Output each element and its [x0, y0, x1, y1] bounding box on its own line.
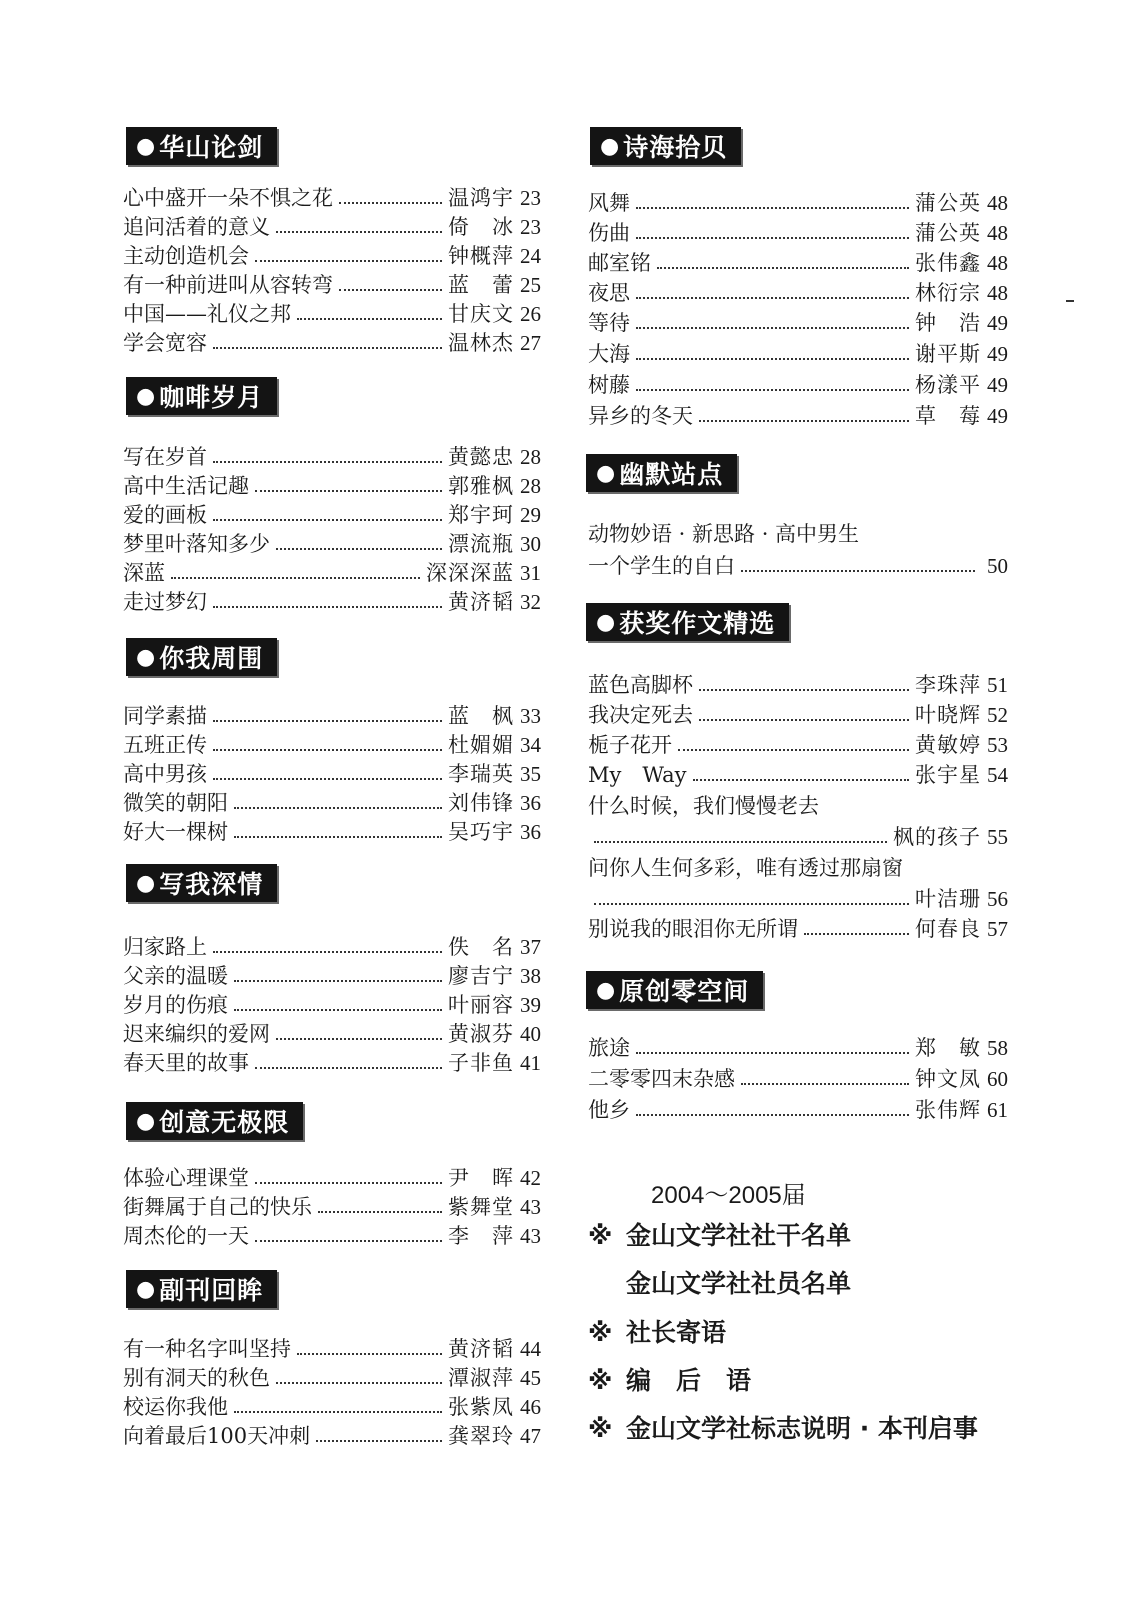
appendix-text: 社长寄语	[626, 1318, 727, 1347]
entry-page: 28	[520, 474, 541, 498]
entry-title: 等待	[588, 311, 630, 335]
entry-author: 张宇星	[915, 763, 981, 787]
section-header-supplement	[126, 1270, 277, 1308]
entry-title: 学会宽容	[123, 331, 207, 355]
entry-title: 追问活着的意义	[123, 215, 270, 239]
entry-page: 45	[520, 1366, 541, 1390]
entry-author: 张伟辉	[915, 1098, 981, 1122]
toc-entry[interactable]	[123, 1393, 541, 1421]
toc-entry[interactable]	[588, 1065, 1008, 1093]
entry-author: 温林杰	[448, 331, 514, 355]
entry-title: 向着最后100天冲刺	[123, 1424, 311, 1448]
entry-author: 张紫凤	[448, 1395, 514, 1419]
entry-title: 主动创造机会	[123, 244, 249, 268]
section-header-huashan	[126, 127, 277, 165]
section-header-humor	[586, 454, 737, 492]
section-title: 副刊回眸	[159, 1276, 264, 1305]
leader-dots	[234, 980, 442, 982]
toc-entry[interactable]	[123, 588, 541, 616]
entry-title[interactable]: 什么时候，我们慢慢老去	[588, 794, 819, 818]
entry-author: 尹 晖	[448, 1166, 514, 1190]
leader-dots	[171, 577, 420, 579]
entry-title: 栀子花开	[588, 733, 672, 757]
entry-title: 迟来编织的爱网	[123, 1022, 270, 1046]
entry-page: 53	[987, 733, 1008, 757]
toc-entry[interactable]	[123, 242, 541, 270]
reference-mark-icon: ※	[588, 1318, 613, 1347]
leader-dots	[741, 570, 975, 572]
toc-entry[interactable]	[588, 915, 1008, 943]
entry-author: 蓝 枫	[448, 704, 514, 728]
appendix-text: 编 后 语	[626, 1366, 752, 1395]
entry-page: 56	[987, 887, 1008, 911]
section-title: 写我深情	[159, 870, 264, 899]
bullet-icon: ●	[136, 1108, 157, 1134]
entry-title: 好大一棵树	[123, 820, 228, 844]
bullet-icon: ●	[136, 1276, 157, 1302]
entry-author: 钟 浩	[915, 311, 981, 335]
entry-page: 55	[987, 825, 1008, 849]
toc-entry[interactable]	[123, 530, 541, 558]
toc-entry[interactable]	[588, 671, 1008, 699]
appendix-text: 金山文学社社干名单	[626, 1221, 852, 1250]
toc-entry[interactable]	[588, 189, 1008, 217]
appendix-item[interactable]	[588, 1411, 978, 1447]
toc-entry[interactable]	[588, 340, 1008, 368]
leader-dots	[213, 951, 442, 953]
entry-title: 蓝色高脚杯	[588, 673, 693, 697]
entry-page: 39	[520, 993, 541, 1017]
entry-author: 蒲公英	[915, 221, 981, 245]
entry-page: 28	[520, 445, 541, 469]
leader-dots	[699, 719, 909, 721]
entry-author: 蒲公英	[915, 191, 981, 215]
entry-title: 伤曲	[588, 221, 630, 245]
toc-entry[interactable]	[588, 279, 1008, 307]
entry-author: 黄济韬	[448, 1337, 514, 1361]
entry-author: 黄淑芬	[448, 1022, 514, 1046]
entry-title: 高中生活记趣	[123, 474, 249, 498]
leader-dots	[213, 461, 442, 463]
entry-page: 48	[987, 281, 1008, 305]
section-title: 你我周围	[159, 644, 264, 673]
entry-page: 34	[520, 733, 541, 757]
entry-page: 61	[987, 1098, 1008, 1122]
section-header-deep-feelings	[126, 864, 277, 902]
toc-entry[interactable]	[123, 329, 541, 357]
entry-title: 岁月的伤痕	[123, 993, 228, 1017]
entry-page: 25	[520, 273, 541, 297]
entry-page: 38	[520, 964, 541, 988]
leader-dots	[699, 689, 909, 691]
entry-author: 廖吉宁	[448, 964, 514, 988]
leader-dots	[234, 836, 442, 838]
toc-entry[interactable]	[123, 501, 541, 529]
entry-title: 周杰伦的一天	[123, 1224, 249, 1248]
entry-title: 异乡的冬天	[588, 404, 693, 428]
entry-page: 35	[520, 762, 541, 786]
bullet-icon: ●	[136, 133, 157, 159]
leader-dots	[276, 548, 442, 550]
entry-title: 五班正传	[123, 733, 207, 757]
appendix-item[interactable]	[588, 1363, 751, 1399]
bullet-icon: ●	[596, 460, 617, 486]
toc-entry[interactable]	[588, 761, 1008, 789]
entry-author: 枫的孩子	[893, 825, 981, 849]
toc-entry[interactable]	[123, 1335, 541, 1363]
entry-title: 爱的画板	[123, 503, 207, 527]
toc-entry[interactable]	[588, 1096, 1008, 1124]
entry-author: 叶洁珊	[915, 887, 981, 911]
entry-author: 杜媚媚	[448, 733, 514, 757]
toc-entry[interactable]	[123, 702, 541, 730]
entry-page: 23	[520, 186, 541, 210]
bullet-icon: ●	[136, 383, 157, 409]
section-header-around-us	[126, 638, 277, 676]
section-title: 咖啡岁月	[159, 383, 264, 412]
toc-entry[interactable]	[123, 184, 541, 212]
entry-title[interactable]: 问你人生何多彩，唯有透过那扇窗	[588, 856, 903, 880]
entry-title: 心中盛开一朵不惧之花	[123, 186, 333, 210]
leader-dots	[699, 420, 909, 422]
toc-entry[interactable]	[123, 1222, 541, 1250]
entry-page: 37	[520, 935, 541, 959]
entry-author: 龚翠玲	[448, 1424, 514, 1448]
toc-entry[interactable]	[123, 818, 541, 846]
entry-page: 41	[520, 1051, 541, 1075]
leader-dots	[316, 1440, 442, 1442]
toc-entry[interactable]	[123, 1364, 541, 1392]
entry-title: 走过梦幻	[123, 590, 207, 614]
entry-page: 43	[520, 1224, 541, 1248]
entry-title: 大海	[588, 342, 630, 366]
reference-mark-icon: ※	[588, 1414, 613, 1443]
entry-title: 高中男孩	[123, 762, 207, 786]
entry-title: 校运你我他	[123, 1395, 228, 1419]
entry-title: 夜思	[588, 281, 630, 305]
toc-entry[interactable]	[123, 1164, 541, 1192]
toc-entry[interactable]	[123, 271, 541, 299]
leader-dots	[678, 749, 909, 751]
entry-author: 佚 名	[448, 935, 514, 959]
entry-title: 旅途	[588, 1036, 630, 1060]
entry-author: 李珠萍	[915, 673, 981, 697]
entry-title: 春天里的故事	[123, 1051, 249, 1075]
entry-author: 李瑞英	[448, 762, 514, 786]
leader-dots	[297, 1353, 442, 1355]
entry-author: 漂流瓶	[448, 532, 514, 556]
entry-title: 同学素描	[123, 704, 207, 728]
bullet-icon: ●	[596, 977, 617, 1003]
toc-entry[interactable]	[123, 731, 541, 759]
toc-entry[interactable]	[123, 1049, 541, 1077]
entry-title: 中国——礼仪之邦	[123, 302, 291, 326]
entry-page: 26	[520, 302, 541, 326]
appendix-item[interactable]	[588, 1218, 851, 1254]
entry-page: 58	[987, 1036, 1008, 1060]
leader-dots	[636, 1114, 909, 1116]
scan-mark	[1066, 300, 1074, 302]
entry-author: 钟文凤	[915, 1067, 981, 1091]
entry-author: 何春良	[915, 917, 981, 941]
entry-page: 60	[987, 1067, 1008, 1091]
entry-page: 36	[520, 820, 541, 844]
toc-entry[interactable]	[588, 552, 1008, 580]
entry-page: 49	[987, 404, 1008, 428]
entry-author: 吴巧宇	[448, 820, 514, 844]
section-title: 华山论剑	[159, 133, 264, 162]
entry-author: 钟概萍	[448, 244, 514, 268]
entry-page: 57	[987, 917, 1008, 941]
entry-title: 梦里叶落知多少	[123, 532, 270, 556]
appendix-text: 金山文学社社员名单	[626, 1269, 852, 1298]
toc-entry[interactable]	[588, 309, 1008, 337]
entry-author: 刘伟锋	[448, 791, 514, 815]
entry-page: 27	[520, 331, 541, 355]
leader-dots	[318, 1211, 442, 1213]
entry-title: 体验心理课堂	[123, 1166, 249, 1190]
section-header-award-essays	[586, 603, 789, 641]
toc-entry[interactable]	[588, 219, 1008, 247]
entry-author: 深深深蓝	[426, 561, 514, 585]
entry-page: 33	[520, 704, 541, 728]
entry-page: 43	[520, 1195, 541, 1219]
toc-entry[interactable]	[588, 371, 1008, 399]
leader-dots	[255, 1240, 442, 1242]
toc-entry[interactable]	[123, 1020, 541, 1048]
entry-author: 草 莓	[915, 404, 981, 428]
toc-entry[interactable]	[123, 1422, 541, 1450]
leader-dots	[234, 1009, 442, 1011]
entry-title: 有一种前进叫从容转弯	[123, 273, 333, 297]
entry-author: 蓝 蕾	[448, 273, 514, 297]
entry-author: 张伟鑫	[915, 251, 981, 275]
entry-page: 49	[987, 373, 1008, 397]
entry-author: 郭雅枫	[448, 474, 514, 498]
entry-author: 郑 敏	[915, 1036, 981, 1060]
entry-page: 24	[520, 244, 541, 268]
leader-dots	[693, 779, 909, 781]
toc-entry[interactable]	[588, 823, 1008, 851]
entry-title: 我决定死去	[588, 703, 693, 727]
entry-author: 倚 冰	[448, 215, 514, 239]
leader-dots	[213, 347, 442, 349]
leader-dots	[213, 749, 442, 751]
entry-author: 郑宇珂	[448, 503, 514, 527]
section-title: 诗海拾贝	[623, 133, 728, 162]
leader-dots	[594, 841, 887, 843]
entry-title: 别说我的眼泪你无所谓	[588, 917, 798, 941]
entry-title: 一个学生的自白	[588, 554, 735, 578]
section-header-original	[586, 971, 763, 1009]
entry-title: 树藤	[588, 373, 630, 397]
leader-dots	[276, 231, 442, 233]
leader-dots	[636, 297, 909, 299]
appendix-text: 金山文学社标志说明 · 本刊启事	[626, 1414, 978, 1443]
reference-mark-icon: ※	[588, 1221, 613, 1250]
entry-title: 父亲的温暖	[123, 964, 228, 988]
humor-line[interactable]: 动物妙语 · 新思路 · 高中男生	[588, 522, 860, 546]
leader-dots	[234, 807, 442, 809]
entry-author: 黄济韬	[448, 590, 514, 614]
toc-entry[interactable]	[123, 472, 541, 500]
leader-dots	[213, 606, 442, 608]
leader-dots	[255, 1182, 442, 1184]
toc-entry[interactable]	[123, 559, 541, 587]
entry-page: 44	[520, 1337, 541, 1361]
entry-author: 黄敏婷	[915, 733, 981, 757]
entry-title: My Way	[588, 763, 687, 787]
toc-entry[interactable]	[123, 443, 541, 471]
section-title: 幽默站点	[619, 460, 724, 489]
entry-page: 51	[987, 673, 1008, 697]
leader-dots	[255, 1067, 442, 1069]
leader-dots	[213, 778, 442, 780]
toc-entry[interactable]	[123, 760, 541, 788]
toc-entry[interactable]	[123, 933, 541, 961]
section-title: 获奖作文精选	[619, 609, 776, 638]
entry-page: 54	[987, 763, 1008, 787]
entry-page: 47	[520, 1424, 541, 1448]
leader-dots	[255, 260, 442, 262]
toc-entry[interactable]	[588, 731, 1008, 759]
toc-entry[interactable]	[588, 1034, 1008, 1062]
leader-dots	[297, 318, 442, 320]
entry-author: 林衍宗	[915, 281, 981, 305]
entry-title: 风舞	[588, 191, 630, 215]
entry-page: 30	[520, 532, 541, 556]
toc-entry[interactable]	[588, 402, 1008, 430]
entry-page: 50	[987, 554, 1008, 578]
entry-title: 街舞属于自己的快乐	[123, 1195, 312, 1219]
entry-page: 32	[520, 590, 541, 614]
section-header-creativity	[126, 1102, 303, 1140]
reference-mark-icon: ※	[588, 1366, 613, 1395]
entry-author: 潭淑萍	[448, 1366, 514, 1390]
entry-page: 48	[987, 221, 1008, 245]
entry-page: 31	[520, 561, 541, 585]
section-title: 创意无极限	[159, 1108, 290, 1137]
entry-page: 46	[520, 1395, 541, 1419]
leader-dots	[636, 1052, 909, 1054]
toc-entry[interactable]	[123, 300, 541, 328]
section-header-poetry	[590, 127, 741, 165]
bullet-icon: ●	[136, 870, 157, 896]
section-title: 原创零空间	[619, 977, 750, 1006]
toc-entry[interactable]	[588, 885, 1008, 913]
toc-entry[interactable]	[123, 1193, 541, 1221]
leader-dots	[255, 490, 442, 492]
entry-author: 叶晓辉	[915, 703, 981, 727]
entry-page: 48	[987, 191, 1008, 215]
entry-author: 子非鱼	[448, 1051, 514, 1075]
entry-page: 40	[520, 1022, 541, 1046]
entry-title: 别有洞天的秋色	[123, 1366, 270, 1390]
appendix-item[interactable]	[588, 1315, 726, 1351]
entry-title: 有一种名字叫坚持	[123, 1337, 291, 1361]
leader-dots	[636, 358, 909, 360]
entry-title: 他乡	[588, 1098, 630, 1122]
toc-entry[interactable]	[123, 991, 541, 1019]
entry-page: 49	[987, 311, 1008, 335]
entry-title: 二零零四末杂感	[588, 1067, 735, 1091]
toc-entry[interactable]	[588, 249, 1008, 277]
entry-title: 深蓝	[123, 561, 165, 585]
section-header-coffee	[126, 377, 277, 415]
leader-dots	[741, 1083, 909, 1085]
toc-entry[interactable]	[588, 701, 1008, 729]
entry-author: 紫舞堂	[448, 1195, 514, 1219]
leader-dots	[657, 267, 909, 269]
entry-page: 42	[520, 1166, 541, 1190]
leader-dots	[339, 289, 442, 291]
bullet-icon: ●	[136, 644, 157, 670]
bullet-icon: ●	[596, 609, 617, 635]
entry-title: 邮室铭	[588, 251, 651, 275]
entry-page: 36	[520, 791, 541, 815]
leader-dots	[213, 519, 442, 521]
leader-dots	[213, 720, 442, 722]
entry-author: 叶丽容	[448, 993, 514, 1017]
leader-dots	[594, 903, 909, 905]
entry-author: 温鸿宇	[448, 186, 514, 210]
leader-dots	[339, 202, 442, 204]
toc-entry[interactable]	[123, 789, 541, 817]
entry-author: 谢平斯	[915, 342, 981, 366]
appendix-item[interactable]	[588, 1266, 851, 1302]
leader-dots	[636, 327, 909, 329]
bullet-icon: ●	[600, 133, 621, 159]
entry-page: 23	[520, 215, 541, 239]
entry-page: 48	[987, 251, 1008, 275]
entry-title: 微笑的朝阳	[123, 791, 228, 815]
leader-dots	[234, 1411, 442, 1413]
entry-title: 写在岁首	[123, 445, 207, 469]
leader-dots	[276, 1382, 442, 1384]
leader-dots	[276, 1038, 442, 1040]
entry-author: 杨漾平	[915, 373, 981, 397]
toc-entry[interactable]	[123, 213, 541, 241]
entry-page: 49	[987, 342, 1008, 366]
leader-dots	[804, 933, 909, 935]
toc-entry[interactable]	[123, 962, 541, 990]
entry-page: 52	[987, 703, 1008, 727]
leader-dots	[636, 389, 909, 391]
class-year-label: 2004～2005届	[651, 1182, 806, 1209]
entry-author: 李 萍	[448, 1224, 514, 1248]
entry-author: 甘庆文	[448, 302, 514, 326]
leader-dots	[636, 237, 909, 239]
entry-author: 黄懿忠	[448, 445, 514, 469]
entry-title: 归家路上	[123, 935, 207, 959]
leader-dots	[636, 207, 909, 209]
entry-page: 29	[520, 503, 541, 527]
